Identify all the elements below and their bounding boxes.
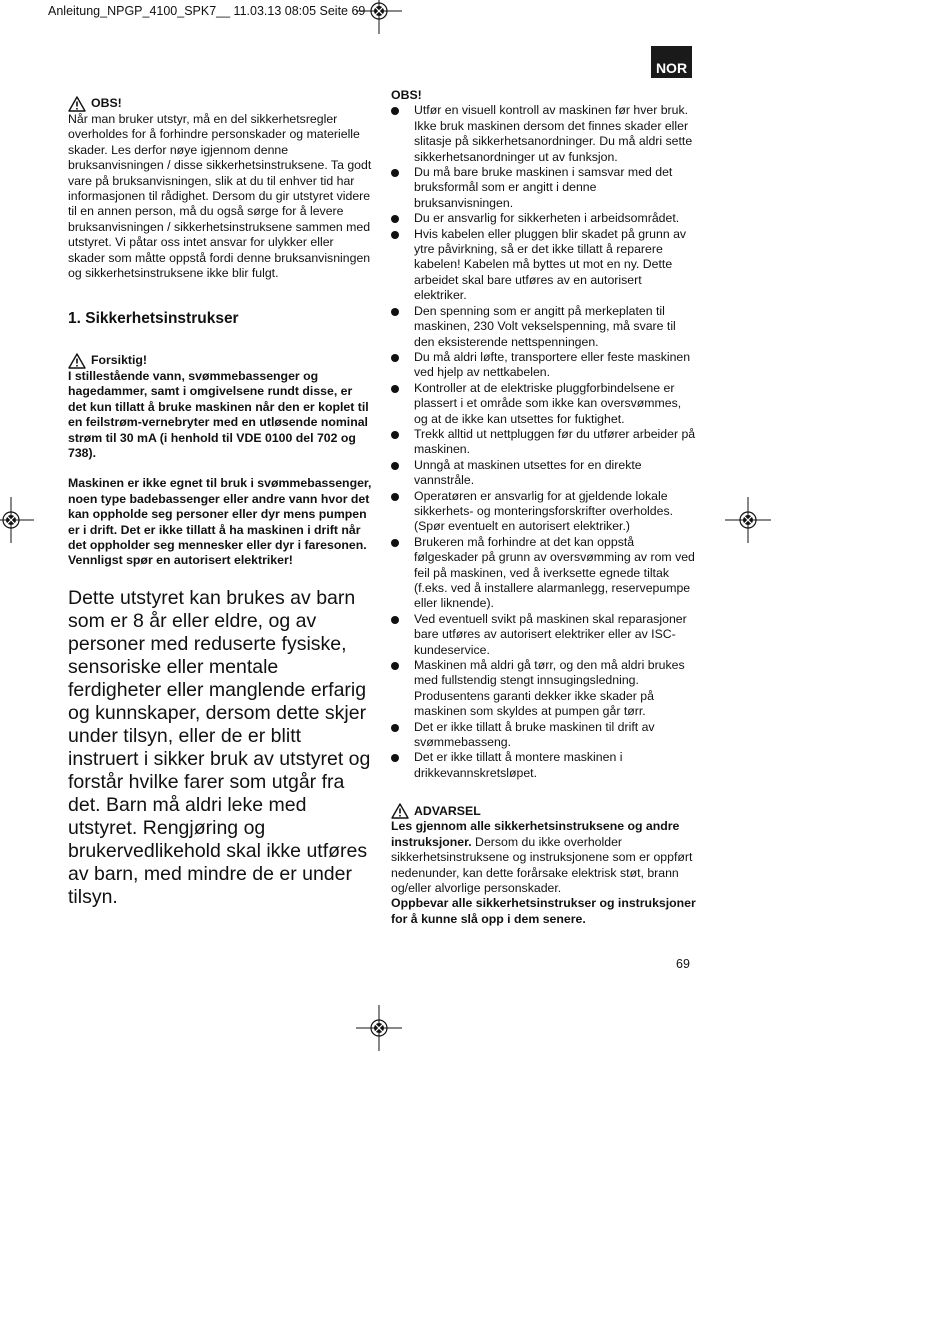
safety-bullet-list: [391, 103, 696, 781]
bullet-text: Kontroller at de elektriske pluggforbindelsene er plassert i et område som ikke kan oversvømmes, og at de ikke kan utsettes for fuktighet.: [414, 380, 682, 426]
obs-title: OBS!: [91, 96, 122, 111]
bullet-icon: [391, 385, 399, 393]
list-item: [391, 750, 696, 781]
warning-triangle-icon: [68, 96, 86, 112]
children-paragraph: Dette utstyret kan brukes av barn som er 8 år eller eldre, og av personer med reduserte fysiske, sensoriske eller mentale ferdigheter eller manglende erfarig og kunnskaper, dersom dette skjer under tilsyn, eller de er blitt instruert i sikker bruk av utstyret og forstår hvilke farer som utgår fra det. Barn må aldri leke med utstyret. Rengjøring og brukervedlikehold skal ikke utføres av barn, med mindre de er under tilsyn.: [68, 586, 371, 908]
warning-body: Dersom du ikke overholder sikkerhetsinstruksene og instruksjonene som er oppført nedenunder, kan dette forårsake elektrisk støt, brann og/eller alvorlige personskader.: [391, 834, 693, 895]
bullet-icon: [391, 431, 399, 439]
bullet-icon: [391, 493, 399, 501]
bullet-icon: [391, 662, 399, 670]
registration-mark-icon: [0, 497, 34, 543]
list-item: [391, 381, 696, 427]
list-item: [391, 103, 696, 165]
bullet-text: Unngå at maskinen utsettes for en direkte vannstråle.: [414, 457, 642, 488]
caution-heading: [68, 353, 373, 369]
page-number: 69: [676, 957, 690, 971]
bullet-text: Brukeren må forhindre at det kan oppstå følgeskader på grunn av oversvømming av rom ved feil på maskinen, ved å iverksette egnede tiltak (f.eks. ved å installere alarmanlegg, reservepumpe eller liknende).: [414, 534, 695, 611]
section-title: 1. Sikkerhetsinstrukser: [68, 310, 239, 328]
bullet-icon: [391, 462, 399, 470]
right-column: [391, 88, 696, 927]
list-item: [391, 227, 696, 304]
bullet-text: Du er ansvarlig for sikkerheten i arbeidsområdet.: [414, 211, 680, 226]
bullet-icon: [391, 169, 399, 177]
warning-paragraph: [391, 819, 696, 927]
bullet-text: Det er ikke tillatt å montere maskinen i drikkevannskretsløpet.: [414, 750, 623, 780]
registration-mark-icon: [725, 497, 771, 543]
list-item: [391, 612, 696, 658]
list-item: [391, 211, 696, 226]
registration-mark-icon: [356, 1005, 402, 1051]
warning-bold-tail: Oppbevar alle sikkerhetsinstrukser og instruksjoner for å kunne slå opp i dem senere.: [391, 896, 696, 926]
bullet-text: Hvis kabelen eller pluggen blir skadet på grunn av ytre påvirkning, så er det ikke tillatt å reparere kabelen! Kabelen må byttes ut mot en ny. Dette arbeidet skal bare utføres av en autorisert elektriker.: [414, 226, 687, 303]
bullet-icon: [391, 354, 399, 362]
list-item: [391, 535, 696, 612]
obs-title-right: OBS!: [391, 88, 422, 102]
bullet-text: Ved eventuell svikt på maskinen skal reparasjoner bare utføres av autorisert elektriker eller av ISC-kundeservice.: [414, 611, 687, 657]
bullet-icon: [391, 308, 399, 316]
warning-triangle-icon: [391, 803, 409, 819]
bullet-text: Du må aldri løfte, transportere eller feste maskinen ved hjelp av nettkabelen.: [414, 349, 691, 380]
warning-bold-lead: Les gjennom alle sikkerhetsinstruksene og andre instruksjoner.: [391, 819, 680, 849]
obs-heading: [68, 96, 373, 112]
bullet-icon: [391, 539, 399, 547]
warning-title: ADVARSEL: [414, 803, 481, 818]
list-item: [391, 458, 696, 489]
bullet-icon: [391, 754, 399, 762]
bullet-text: Maskinen må aldri gå tørr, og den må aldri brukes med fullstendig stengt innsugingsledning. Produsentens garanti dekker ikke skader på maskinen som skyldes at pumpen går tørr.: [414, 658, 685, 719]
bullet-text: Trekk alltid ut nettpluggen før du utfører arbeider på maskinen.: [414, 426, 696, 457]
bullet-icon: [391, 107, 399, 115]
bullet-text: Det er ikke tillatt å bruke maskinen til drift av svømmebasseng.: [414, 719, 655, 750]
print-header-line: Anleitung_NPGP_4100_SPK7__ 11.03.13 08:05 Seite 69: [48, 4, 366, 18]
bullet-text: Utfør en visuell kontroll av maskinen før hver bruk. Ikke bruk maskinen dersom det finnes skader eller slitasje på sikkerhetsanordninger. Du må aldri sette sikkerhetsanordninger ut av funksjon.: [414, 103, 693, 164]
bullet-icon: [391, 215, 399, 223]
list-item: [391, 165, 696, 211]
bullet-text: Operatøren er ansvarlig for at gjeldende lokale sikkerhets- og monteringsforskrifter overholdes. (Spør eventuelt en autorisert elektriker.): [414, 488, 674, 534]
bullet-icon: [391, 231, 399, 239]
obs-paragraph: Når man bruker utstyr, må en del sikkerhetsregler overholdes for å forhindre personskader og materielle skader. Les derfor nøye igjennom denne bruksanvisningen / disse sikkerhetsinstruksene. Ta godt vare på bruksanvisningen, slik at du til enhver tid har informasjonen til rådighet. Dersom du gir utstyret videre til en annen person, må du også sørge for å levere bruksanvisningen / sikkerhetsinstruksene sammen med utstyret. Vi påtar oss intet ansvar for ulykker eller skader som måtte oppstå fordi denne bruksanvisningen og sikkerhetsinstruksene ikke blir fulgt.: [68, 112, 372, 281]
list-item: [391, 720, 696, 751]
left-column: [68, 96, 373, 909]
list-item: [391, 304, 696, 350]
bullet-icon: [391, 616, 399, 624]
warning-heading: [391, 803, 696, 819]
bullet-text: Den spenning som er angitt på merkeplaten til maskinen, 230 Volt vekselspenning, må svare til den eksisterende nettspenningen.: [414, 303, 676, 349]
list-item: [391, 427, 696, 458]
list-item: [391, 350, 696, 381]
language-badge: NOR: [651, 46, 692, 78]
list-item: [391, 658, 696, 720]
list-item: [391, 489, 696, 535]
warning-triangle-icon: [68, 353, 86, 369]
registration-mark-icon: [356, 0, 402, 34]
bullet-text: Du må bare bruke maskinen i samsvar med det bruksformål som er angitt i denne bruksanvisningen.: [414, 165, 673, 210]
pool-paragraph: Maskinen er ikke egnet til bruk i svømmebassenger, noen type badebassenger eller andre vann hvor det kan oppholde seg personer eller dyr mens pumpen er i drift. Det er ikke tillatt å ha maskinen i drift når det oppholder seg mennesker eller dyr i faresonen. Vennligst spør en autorisert elektriker!: [68, 476, 372, 568]
bullet-icon: [391, 724, 399, 732]
caution-title: Forsiktig!: [91, 353, 148, 368]
caution-paragraph: I stillestående vann, svømmebassenger og hagedammer, samt i omgivelsene rundt disse, er det kun tillatt å bruke maskinen når den er koplet til en feilstrøm-vernebryter med en utløsende nominal strøm til 30 mA (i henhold til VDE 0100 del 702 og 738).: [68, 368, 369, 460]
